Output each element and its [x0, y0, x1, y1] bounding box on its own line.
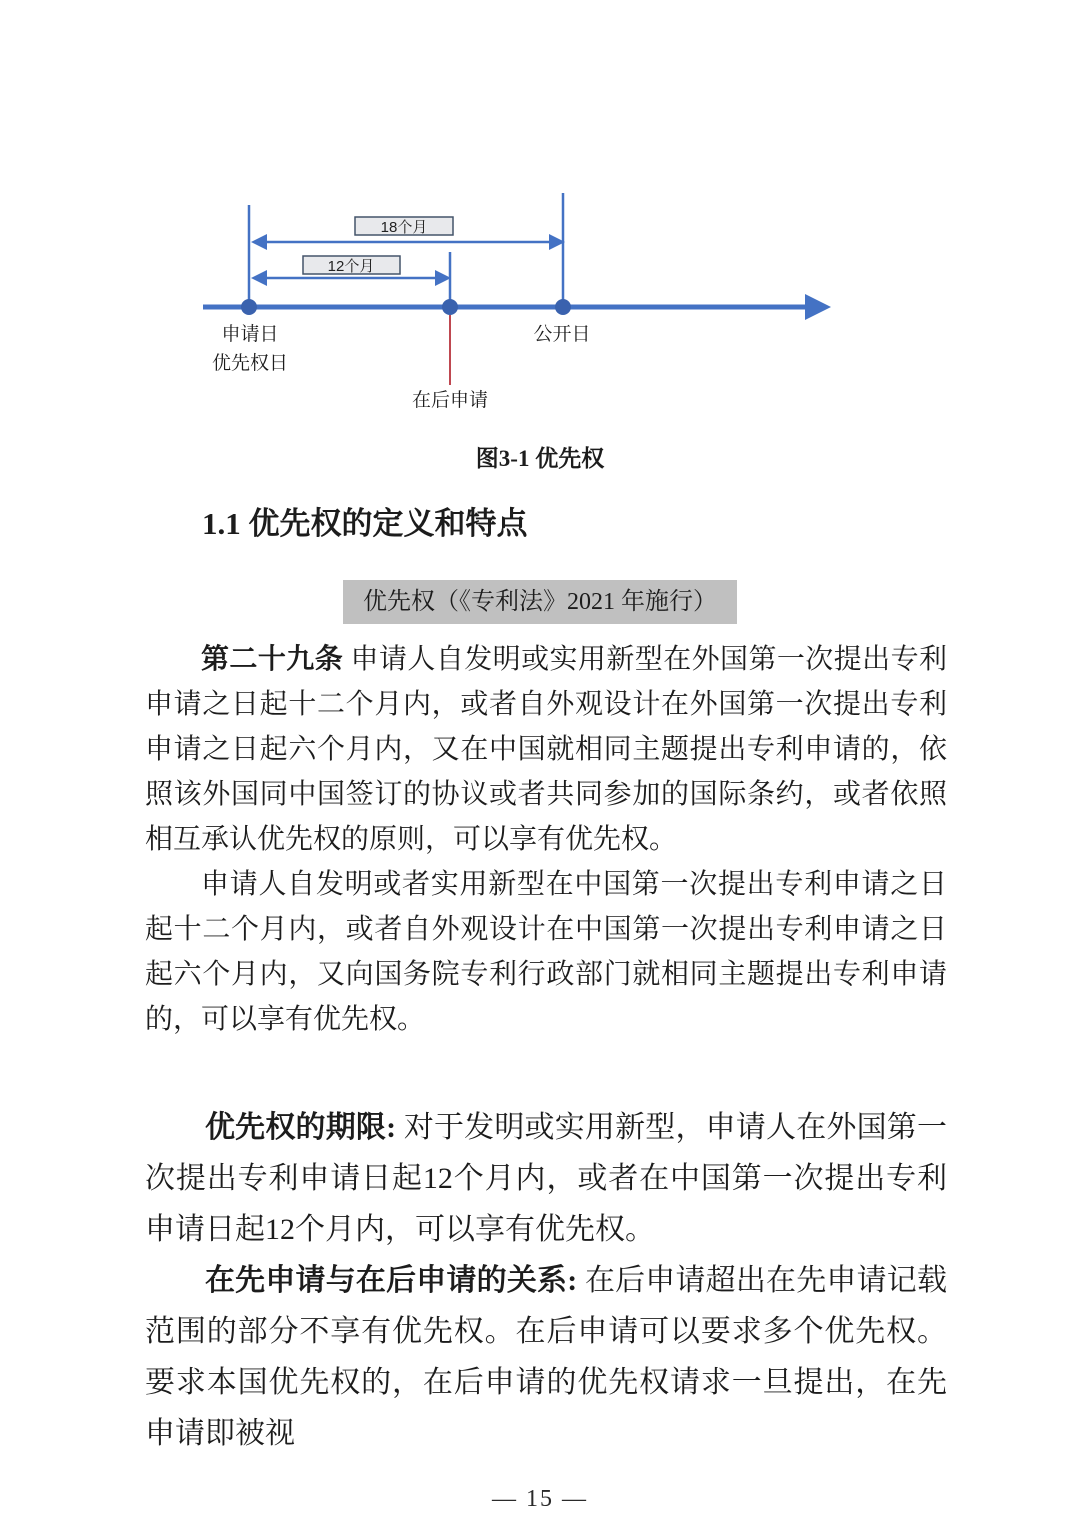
publication-date-label: 公开日 [533, 324, 591, 345]
law-paragraph-article-29 [145, 637, 947, 862]
note-application-relation [145, 1255, 947, 1459]
label-18-months: 18个月 [380, 219, 428, 236]
section-heading: 1.1 优先权的定义和特点 [202, 506, 528, 541]
application-date-label: 申请日 [221, 324, 279, 345]
note-priority-term [145, 1102, 947, 1255]
later-application-label: 在后申请 [411, 390, 489, 411]
domestic-priority-text: 申请人自发明或者实用新型在中国第一次提出专利申请之日起十二个月内，或者自外观设计在中国第一次提出专利申请之日起六个月内，又向国务院专利行政部门就相同主题提出专利申请的，可以享有优先权。 [145, 869, 947, 1035]
priority-term-text: 对于发明或实用新型，申请人在外国第一次提出专利申请日起12个月内，或者在中国第一次提出专利申请日起12个月内，可以享有优先权。 [145, 1111, 947, 1246]
priority-term-lead: 优先权的期限: [205, 1111, 404, 1144]
application-relation-lead: 在先申请与在后申请的关系: [205, 1264, 585, 1297]
article-29-lead: 第二十九条 [201, 644, 351, 675]
application-relation-text: 在后申请超出在先申请记载范围的部分不享有优先权。在后申请可以要求多个优先权。要求本国优先权的，在后申请的优先权请求一旦提出，在先申请即被视 [145, 1264, 947, 1450]
figure-caption: 图3-1 优先权 [475, 446, 605, 471]
label-12-months: 12个月 [327, 258, 375, 275]
law-paragraph-domestic [145, 862, 947, 1042]
page-number: — 15 — [492, 1486, 588, 1512]
body-text-block [0, 637, 1080, 1459]
article-29-text: 申请人自发明或实用新型在外国第一次提出专利申请之日起十二个月内，或者自外观设计在外国第一次提出专利申请之日起六个月内，又在中国就相同主题提出专利申请的，依照该外国同中国签订的协议或者共同参加的国际条约，或者依照相互承认优先权的原则，可以享有优先权。 [145, 644, 947, 855]
law-title-highlight: 优先权（《专利法》2021 年施行） [343, 580, 737, 624]
priority-date-label: 优先权日 [212, 353, 289, 374]
